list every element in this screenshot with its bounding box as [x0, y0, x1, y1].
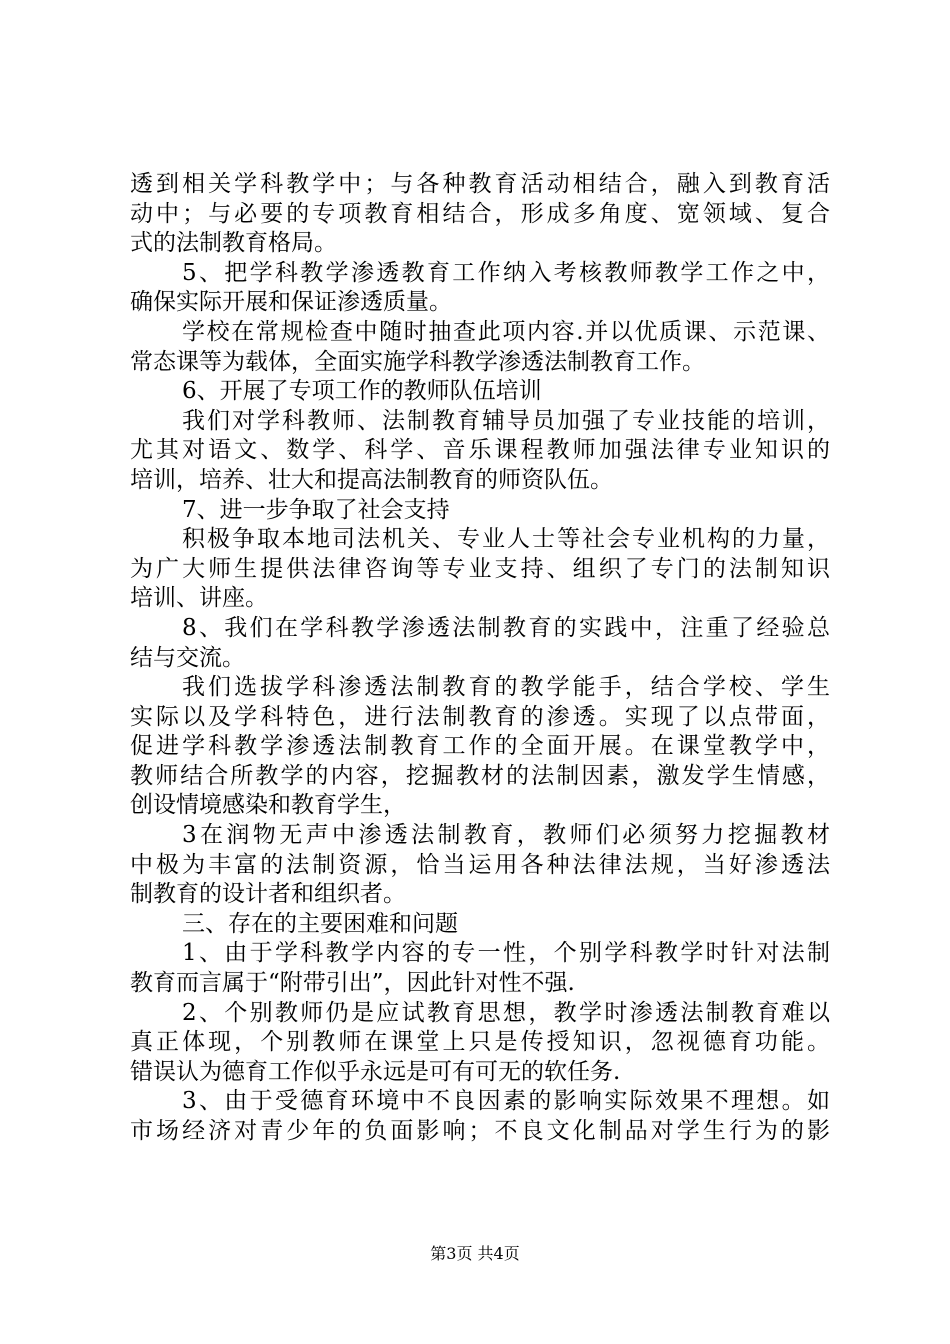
text-line: 结与交流。: [130, 644, 245, 671]
text-line: 我们选拔学科渗透法制教育的教学能手，结合学校、学生: [182, 674, 830, 701]
text-line: 3在润物无声中渗透法制教育，教师们必须努力挖掘教材: [182, 822, 830, 849]
text-line: 培训，培养、壮大和提高法制教育的师资队伍。: [130, 466, 613, 493]
text-line: 3、由于受德育环境中不良因素的影响实际效果不理想。如: [182, 1088, 830, 1115]
body-text: [130, 170, 830, 1147]
text-line: 错误认为德育工作似乎永远是可有可无的软任务.: [130, 1058, 621, 1085]
section-heading: 7、进一步争取了社会支持: [182, 496, 450, 523]
text-line: 培训、讲座。: [130, 585, 268, 612]
text-line: 学校在常规检查中随时抽查此项内容.并以优质课、示范课、: [182, 318, 830, 345]
text-line: 8、我们在学科教学渗透法制教育的实践中，注重了经验总: [182, 614, 830, 641]
text-line: 2、个别教师仍是应试教育思想，教学时渗透法制教育难以: [182, 999, 830, 1026]
text-line: 教师结合所教学的内容，挖掘教材的法制因素，激发学生情感，: [130, 762, 830, 789]
text-line: 积极争取本地司法机关、专业人士等社会专业机构的力量，: [182, 526, 830, 553]
section-heading: 6、开展了专项工作的教师队伍培训: [182, 378, 542, 405]
page-number-footer: 第3页 共4页: [430, 1244, 520, 1263]
section-heading: 三、存在的主要困难和问题: [182, 910, 458, 937]
text-line: 常态课等为载体，全面实施学科教学渗透法制教育工作。: [130, 348, 705, 375]
text-line: 动中；与必要的专项教育相结合，形成多角度、宽领域、复合: [130, 200, 830, 227]
text-line: 1、由于学科教学内容的专一性，个别学科教学时针对法制: [182, 940, 830, 967]
text-line: 真正体现，个别教师在课堂上只是传授知识，忽视德育功能。: [130, 1029, 830, 1056]
text-line: 市场经济对青少年的负面影响；不良文化制品对学生行为的影: [130, 1118, 830, 1144]
text-line: 创设情境感染和教育学生，: [130, 792, 406, 819]
text-line: 实际以及学科特色，进行法制教育的渗透。实现了以点带面，: [130, 703, 830, 730]
text-line: 为广大师生提供法律咨询等专业支持、组织了专门的法制知识: [130, 555, 830, 582]
text-line: 制教育的设计者和组织者。: [130, 881, 406, 908]
text-line: 确保实际开展和保证渗透质量。: [130, 289, 452, 316]
text-line: 尤其对语文、数学、科学、音乐课程教师加强法律专业知识的: [130, 437, 830, 464]
text-line: 5、把学科教学渗透教育工作纳入考核教师教学工作之中，: [182, 259, 830, 286]
text-line: 我们对学科教师、法制教育辅导员加强了专业技能的培训，: [182, 407, 830, 434]
text-line: 中极为丰富的法制资源，恰当运用各种法律法规，当好渗透法: [130, 851, 830, 878]
text-line: 透到相关学科教学中；与各种教育活动相结合，融入到教育活: [130, 171, 830, 197]
text-line: 式的法制教育格局。: [130, 230, 337, 257]
text-line: 教育而言属于“附带引出”，因此针对性不强.: [130, 970, 575, 997]
text-line: 促进学科教学渗透法制教育工作的全面开展。在课堂教学中，: [130, 733, 830, 760]
